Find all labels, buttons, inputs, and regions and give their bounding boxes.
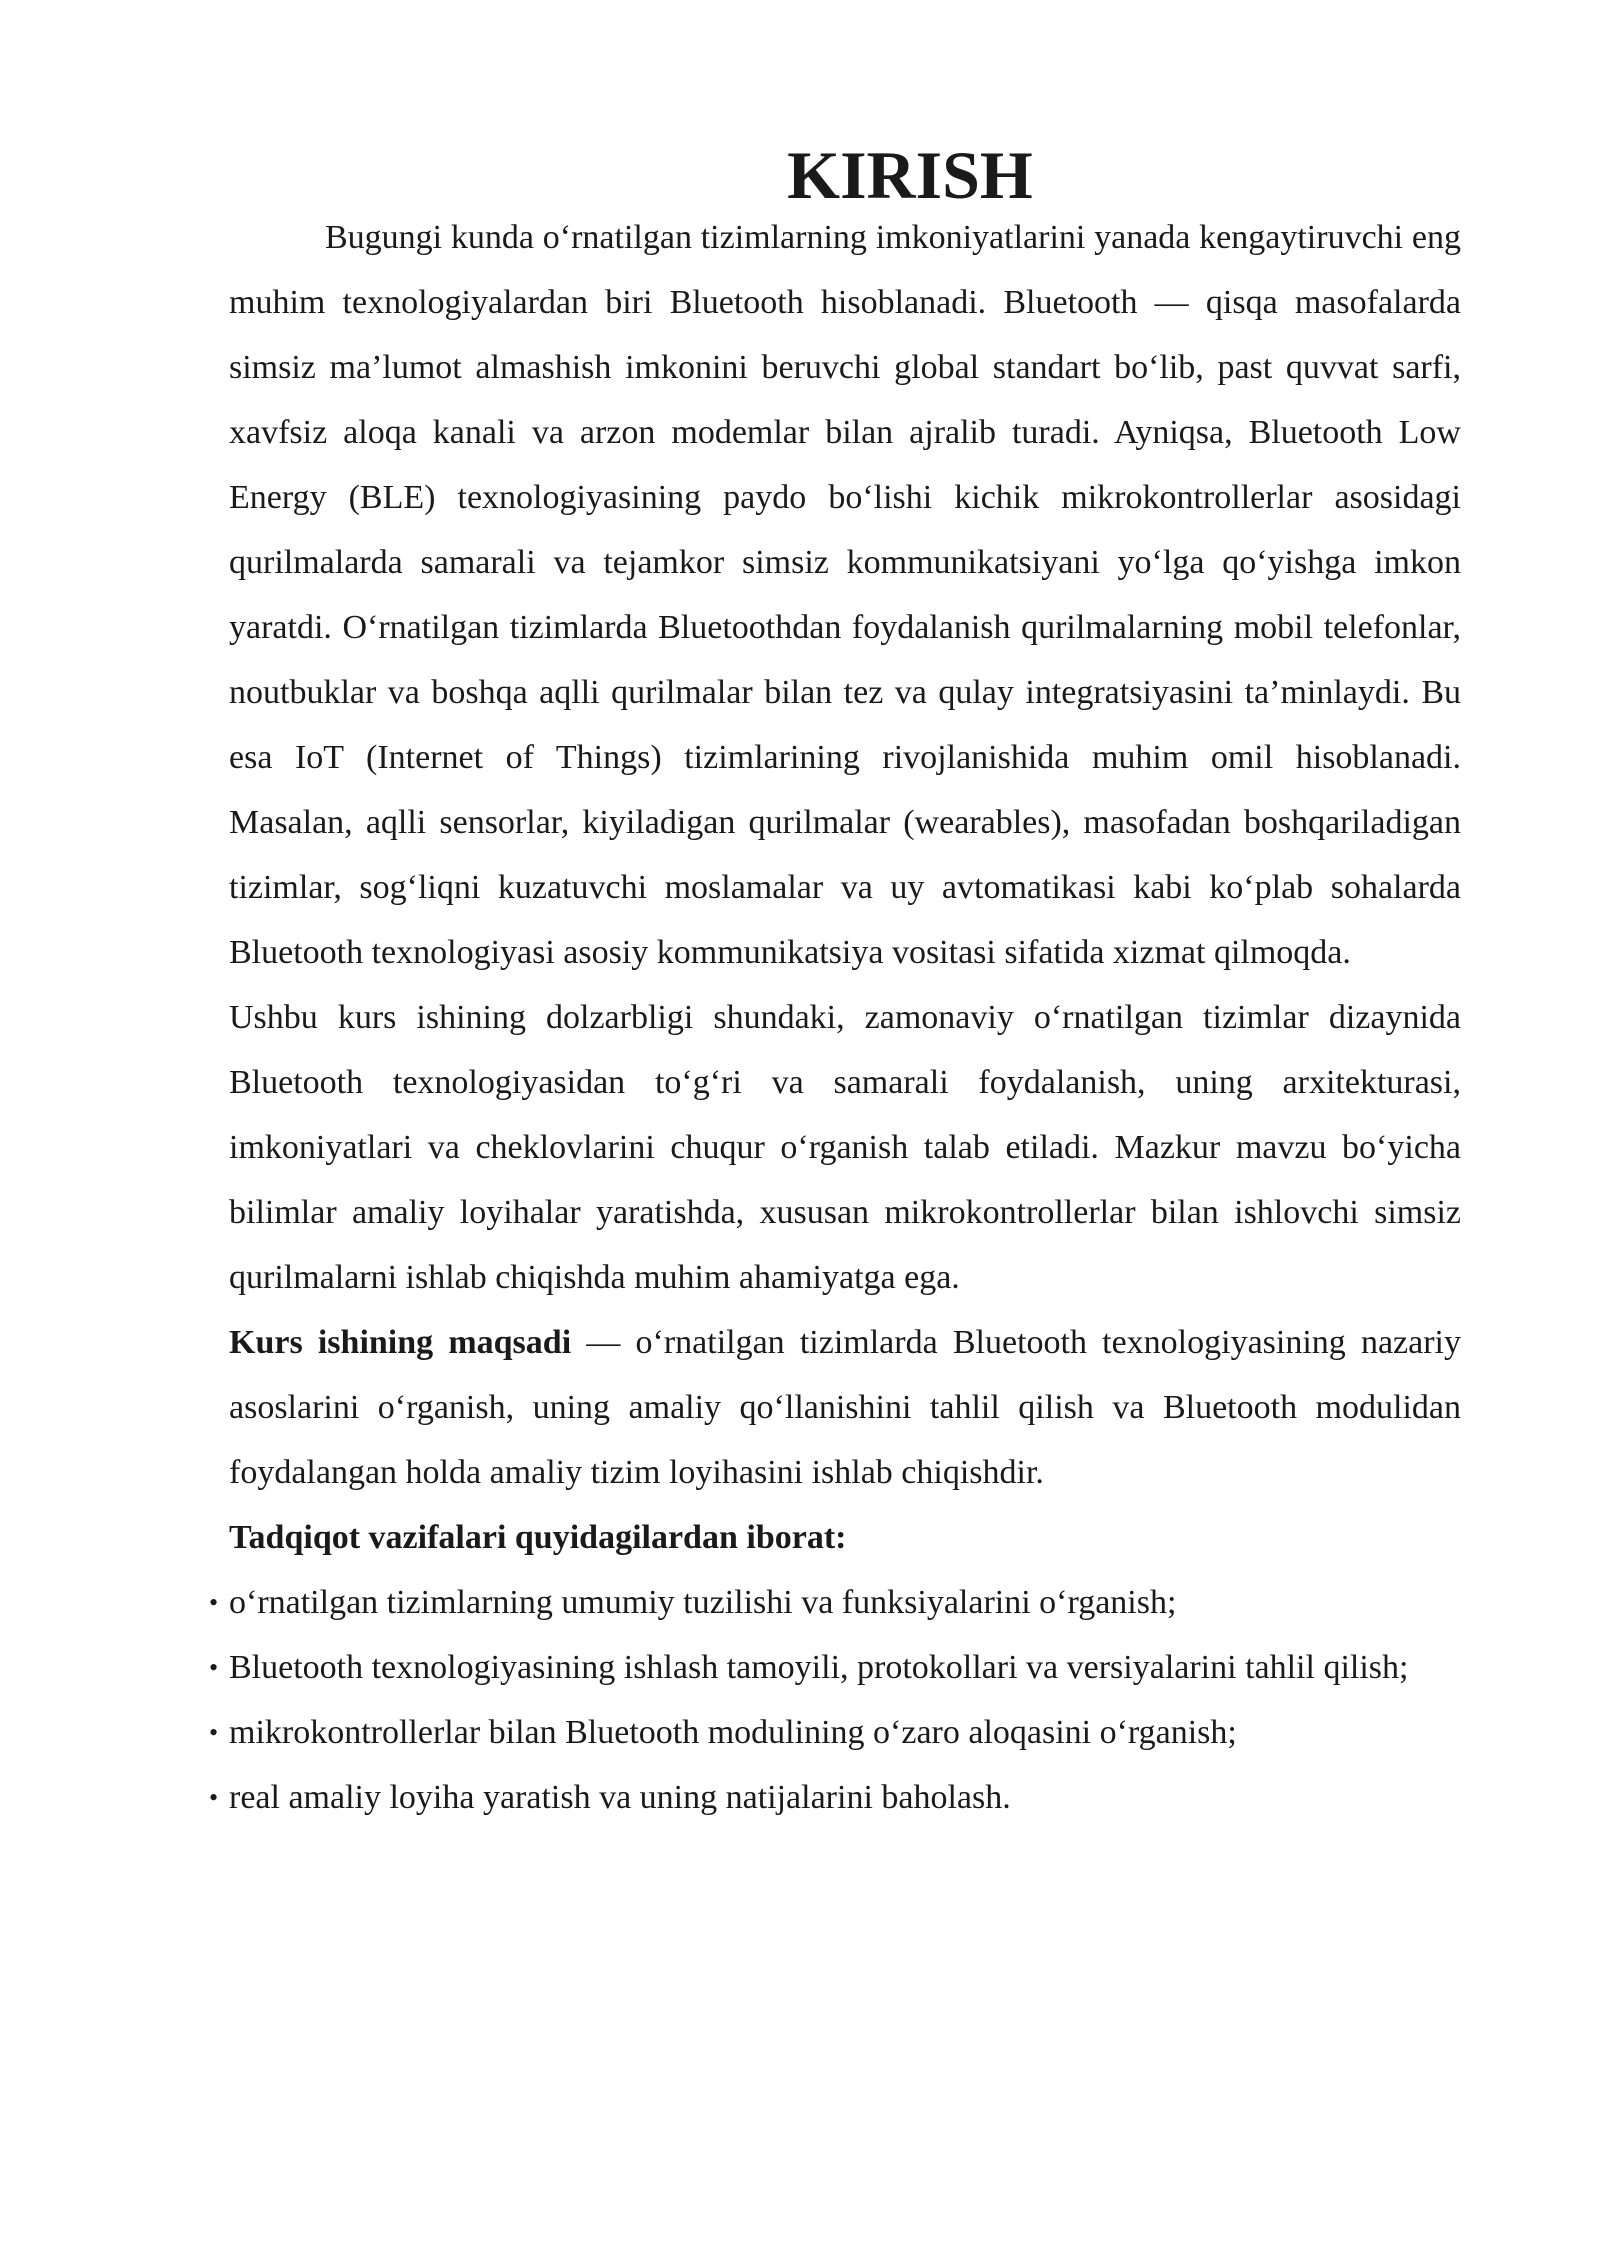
goal-paragraph (229, 1310, 1461, 1505)
tasks-heading: Tadqiqot vazifalari quyidagilardan iborat: (229, 1519, 847, 1556)
list-item (209, 1635, 1461, 1700)
tasks-list (209, 1570, 1461, 1830)
intro-paragraph: Bugungi kunda o‘rnatilgan tizimlarning imkoniyatlarini yanada kengaytiruvchi eng muhim texnologiyalardan biri Bluetooth hisoblanadi. Bluetooth — qisqa masofalarda simsiz ma’lumot almashish imkonini beruvchi global standart bo‘lib, past quvvat sarfi, xavfsiz aloqa kanali va arzon modemlar bilan ajralib turadi. Ayniqsa, Bluetooth Low Energy (BLE) texnologiyasining paydo bo‘lishi kichik mikrokontrollerlar asosidagi qurilmalarda samarali va tejamkor simsiz kommunikatsiyani yo‘lga qo‘yishga imkon yaratdi. O‘rnatilgan tizimlarda Bluetoothdan foydalanish qurilmalarning mobil telefonlar, noutbuklar va boshqa aqlli qurilmalar bilan tez va qulay integratsiyasini ta’minlaydi. Bu esa IoT (Internet of Things) tizimlarining rivojlanishida muhim omil hisoblanadi. Masalan, aqlli sensorlar, kiyiladigan qurilmalar (wearables), masofadan boshqariladigan tizimlar, sog‘liqni kuzatuvchi moslamalar va uy avtomatikasi kabi ko‘plab sohalarda Bluetooth texnologiyasi asosiy kommunikatsiya vositasi sifatida xizmat qilmoqda. (229, 219, 1461, 971)
list-item (209, 1700, 1461, 1765)
page-content (209, 137, 1461, 1830)
bullet-icon: • (209, 1588, 219, 1617)
goal-lead: Kurs ishining maqsadi (229, 1324, 572, 1361)
section-heading: KIRISH (787, 137, 1033, 213)
task-text: o‘rnatilgan tizimlarning umumiy tuzilishi va funksiyalarini o‘rganish; (229, 1584, 1177, 1621)
bullet-icon: • (209, 1783, 219, 1812)
relevance-paragraph: Ushbu kurs ishining dolzarbligi shundaki, zamonaviy o‘rnatilgan tizimlar dizaynida Bluetooth texnologiyasidan to‘g‘ri va samarali foydalanish, uning arxitekturasi, imkoniyatlari va cheklovlarini chuqur o‘rganish talab etiladi. Mazkur mavzu bo‘yicha bilimlar amaliy loyihalar yaratishda, xususan mikrokontrollerlar bilan ishlovchi simsiz qurilmalarni ishlab chiqishda muhim ahamiyatga ega. (229, 999, 1461, 1296)
goal-text: — o‘rnatilgan tizimlarda Bluetooth texnologiyasining nazariy asoslarini o‘rganish, uning amaliy qo‘llanishini tahlil qilish va Bluetooth modulidan foydalangan holda amaliy tizim loyihasini ishlab chiqishdir. (229, 1324, 1461, 1491)
bullet-icon: • (209, 1653, 219, 1682)
task-text: mikrokontrollerlar bilan Bluetooth modulining o‘zaro aloqasini o‘rganish; (229, 1714, 1237, 1751)
task-text: real amaliy loyiha yaratish va uning natijalarini baholash. (229, 1779, 1011, 1816)
list-item (209, 1765, 1461, 1830)
task-text: Bluetooth texnologiyasining ishlash tamoyili, protokollari va versiyalarini tahlil qilish; (229, 1649, 1409, 1686)
list-item (209, 1570, 1461, 1635)
bullet-icon: • (209, 1718, 219, 1747)
